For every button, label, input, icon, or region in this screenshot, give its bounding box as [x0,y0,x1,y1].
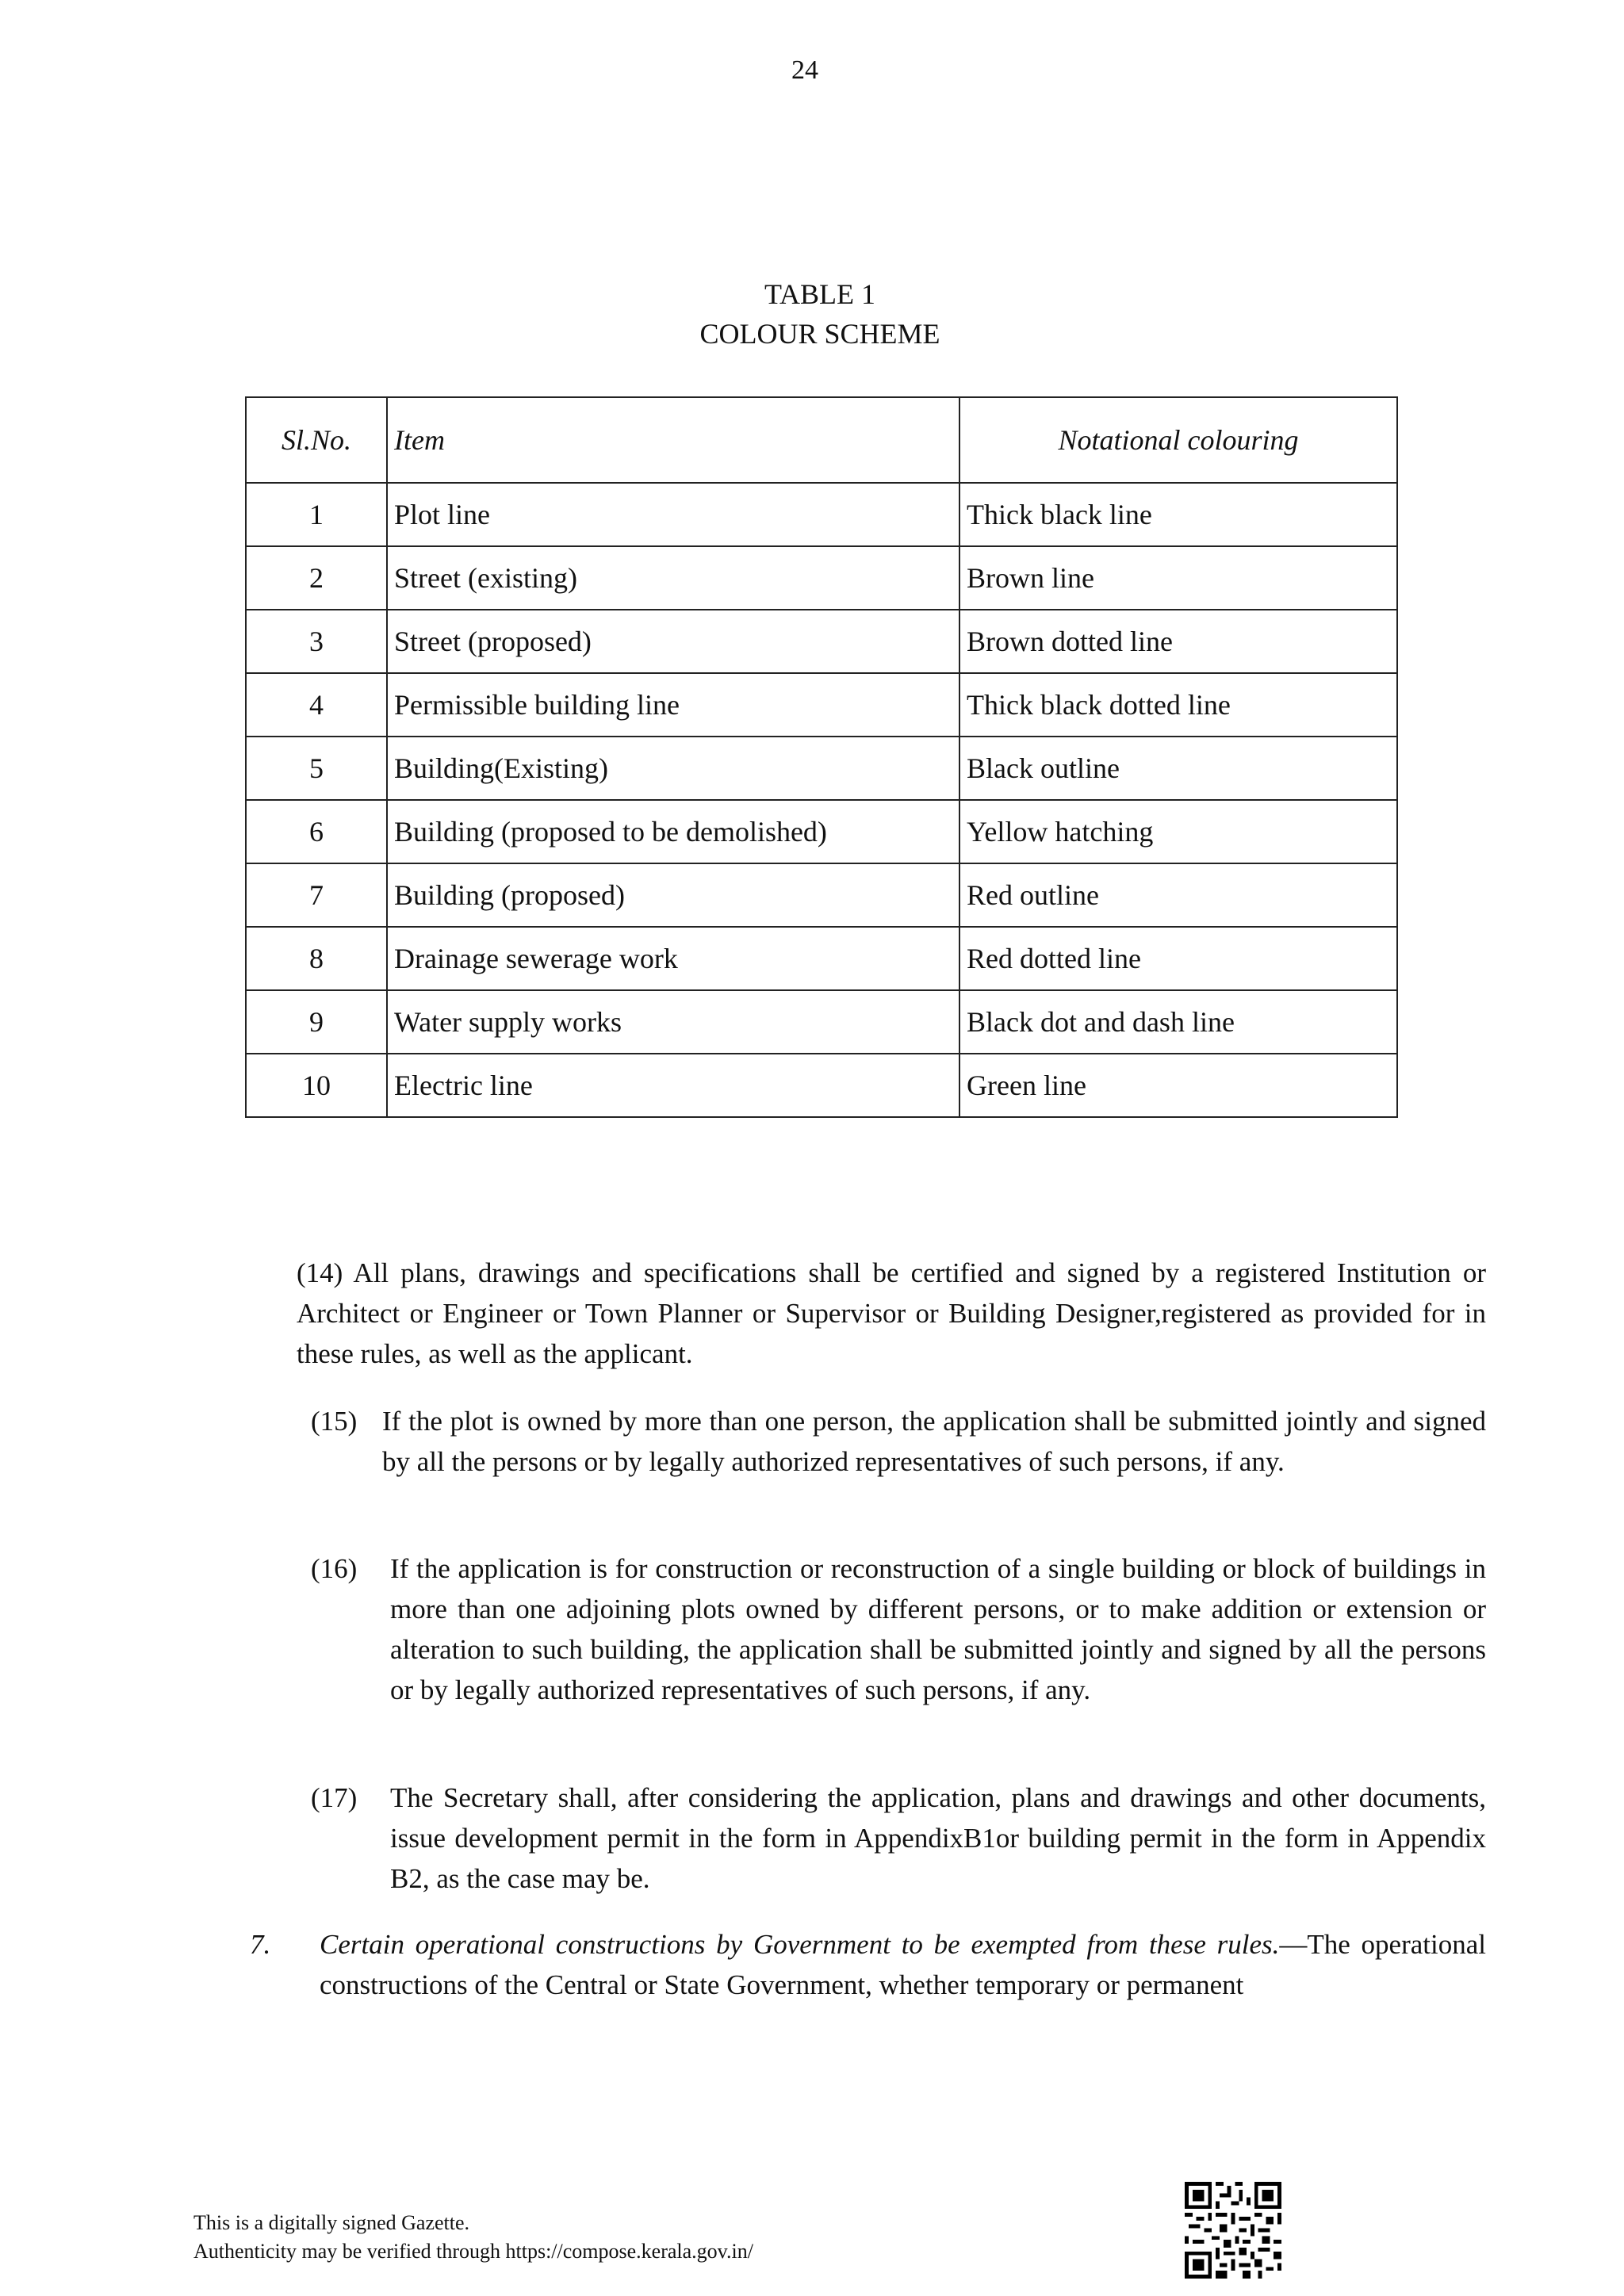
table-row [246,483,1397,546]
cell-sl: 5 [246,737,387,800]
cell-sl: 9 [246,990,387,1054]
cell-notation: Red dotted line [959,927,1397,990]
cell-notation: Green line [959,1054,1397,1117]
cell-item: Building (proposed to be demolished) [387,800,959,863]
table-row [246,546,1397,610]
paragraph-15 [311,1401,1486,1482]
cell-item: Building (proposed) [387,863,959,927]
table-subtitle: COLOUR SCHEME [699,318,940,350]
table-row [246,1054,1397,1117]
cell-sl: 2 [246,546,387,610]
cell-notation: Red outline [959,863,1397,927]
header-item: Item [387,397,959,483]
footer-line-2: Authenticity may be verified through https://compose.kerala.gov.in/ [193,2240,753,2263]
paragraph-14: (14) All plans, drawings and specifications shall be certified and signed by a registered Institution or Architect or Engineer or Town Planner or Supervisor or Building Designer,registered as provided for in these rules, as well as the applicant. [297,1257,1486,1369]
cell-item: Permissible building line [387,673,959,737]
qr-code-icon [1185,2182,1281,2279]
paragraph-17 [311,1777,1486,1899]
paragraph-15-number: (15) [311,1406,358,1437]
cell-sl: 8 [246,927,387,990]
section-7 [250,1924,1486,2005]
table-row [246,863,1397,927]
cell-notation: Brown dotted line [959,610,1397,673]
colour-scheme-table [245,396,1398,1118]
table-row [246,990,1397,1054]
cell-sl: 6 [246,800,387,863]
cell-notation: Thick black dotted line [959,673,1397,737]
cell-item: Building(Existing) [387,737,959,800]
paragraph-16-text: If the application is for construction or reconstruction of a single building or block of buildings in more than one adjoining plots owned by different persons, or to make addition or extension or alteration to such building, the application shall be submitted jointly and signed by all the persons or by legally authorized representatives of such persons, if any. [390,1553,1486,1705]
cell-item: Electric line [387,1054,959,1117]
table-row [246,737,1397,800]
cell-item: Drainage sewerage work [387,927,959,990]
paragraph-17-number: (17) [311,1782,358,1813]
header-sl-no: Sl.No. [246,397,387,483]
cell-sl: 1 [246,483,387,546]
section-7-heading: Certain operational constructions by Government to be exempted from these rules. [320,1929,1280,1960]
cell-item: Plot line [387,483,959,546]
cell-notation: Black outline [959,737,1397,800]
cell-sl: 10 [246,1054,387,1117]
cell-notation: Black dot and dash line [959,990,1397,1054]
header-notation: Notational colouring [959,397,1397,483]
cell-notation: Thick black line [959,483,1397,546]
table-row [246,800,1397,863]
section-7-body: —The operational constructions of the Central or State Government, whether temporary or permanent [320,1929,1486,2000]
table-title: TABLE 1 [764,278,876,310]
paragraph-16 [311,1548,1486,1710]
cell-item: Water supply works [387,990,959,1054]
cell-sl: 7 [246,863,387,927]
cell-sl: 3 [246,610,387,673]
page-number: 24 [791,55,818,85]
cell-notation: Brown line [959,546,1397,610]
cell-sl: 4 [246,673,387,737]
section-7-number: 7. [250,1929,271,1960]
gazette-footer [193,2209,753,2266]
paragraph-16-number: (16) [311,1553,358,1584]
paragraph-15-text: If the plot is owned by more than one person, the application shall be submitted jointly and signed by all the persons or by legally authorized representatives of such persons, if any. [382,1406,1486,1477]
table-row [246,610,1397,673]
cell-item: Street (proposed) [387,610,959,673]
table-row [246,927,1397,990]
cell-notation: Yellow hatching [959,800,1397,863]
cell-item: Street (existing) [387,546,959,610]
table-header-row [246,397,1397,483]
table-row [246,673,1397,737]
section-7-text [320,1924,1486,2005]
footer-line-1: This is a digitally signed Gazette. [193,2211,470,2234]
paragraph-17-text: The Secretary shall, after considering the application, plans and drawings and other documents, issue development permit in the form in AppendixB1or building permit in the form in Appendix B2, as the case may be. [390,1782,1486,1894]
